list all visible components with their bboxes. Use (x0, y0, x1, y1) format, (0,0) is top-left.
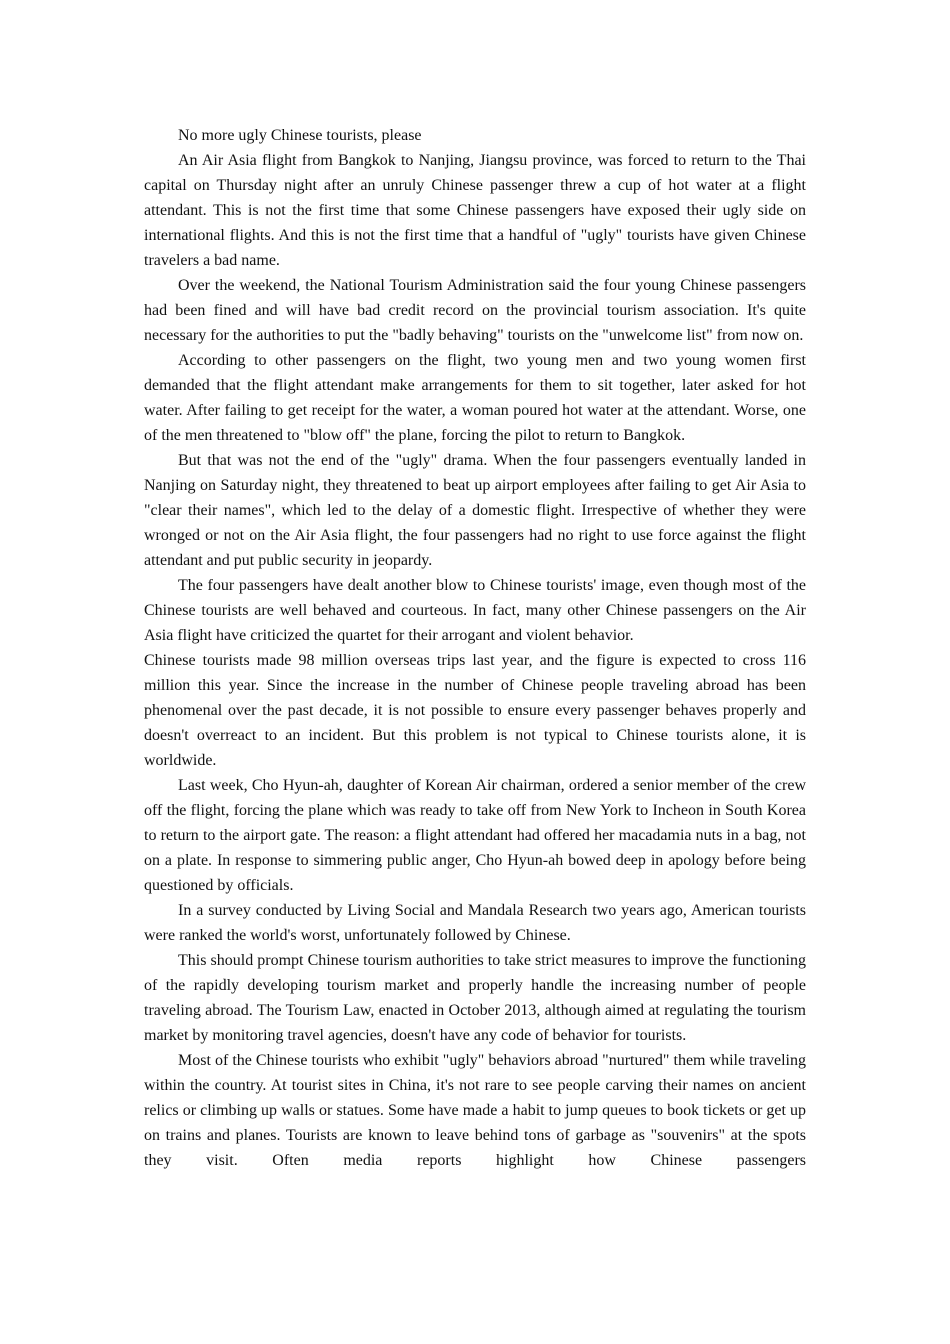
article-body (144, 123, 806, 1173)
paragraph-9: This should prompt Chinese tourism authorities to take strict measures to improve the functioning of the rapidly developing tourism market and properly handle the increasing number of people traveling abroad. The Tourism Law, enacted in October 2013, although aimed at regulating the tourism market by monitoring travel agencies, doesn't have any code of behavior for tourists. (144, 952, 806, 1044)
paragraph-4: But that was not the end of the "ugly" drama. When the four passengers eventually landed in Nanjing on Saturday night, they threatened to beat up airport employees after failing to get Air Asia to "clear their names", which led to the delay of a domestic flight. Irrespective of whether they were wronged or not on the Air Asia flight, the four passengers had no right to use force against the flight attendant and put public security in jeopardy. (144, 452, 806, 569)
paragraph-10: Most of the Chinese tourists who exhibit "ugly" behaviors abroad "nurtured" them while traveling within the country. At tourist sites in China, it's not rare to see people carving their names on ancient relics or climbing up walls or statues. Some have made a habit to jump queues to book tickets or get up on trains and planes. Tourists are known to leave behind tons of garbage as "souvenirs" at the spots they visit. Often media reports highlight how Chinese passengers (144, 1052, 806, 1169)
paragraph-2: Over the weekend, the National Tourism Administration said the four young Chinese passengers had been fined and will have bad credit record on the provincial tourism association. It's quite necessary for the authorities to put the "badly behaving" tourists on the "unwelcome list" from now on. (144, 277, 806, 344)
paragraph-6: Chinese tourists made 98 million overseas trips last year, and the figure is expected to cross 116 million this year. Since the increase in the number of Chinese people traveling abroad has been phenomenal over the past decade, it is not possible to ensure every passenger behaves properly and doesn't overreact to an incident. But this problem is not typical to Chinese tourists alone, it is worldwide. (144, 652, 806, 769)
article-title: No more ugly Chinese tourists, please (178, 127, 422, 144)
paragraph-3: According to other passengers on the flight, two young men and two young women first demanded that the flight attendant make arrangements for them to sit together, later asked for hot water. After failing to get receipt for the water, a woman poured hot water at the attendant. Worse, one of the men threatened to "blow off" the plane, forcing the pilot to return to Bangkok. (144, 352, 806, 444)
paragraph-7: Last week, Cho Hyun-ah, daughter of Korean Air chairman, ordered a senior member of the crew off the flight, forcing the plane which was ready to take off from New York to Incheon in South Korea to return to the airport gate. The reason: a flight attendant had offered her macadamia nuts in a bag, not on a plate. In response to simmering public anger, Cho Hyun-ah bowed deep in apology before being questioned by officials. (144, 777, 806, 894)
paragraph-8: In a survey conducted by Living Social and Mandala Research two years ago, American tourists were ranked the world's worst, unfortunately followed by Chinese. (144, 902, 806, 944)
paragraph-5: The four passengers have dealt another blow to Chinese tourists' image, even though most of the Chinese tourists are well behaved and courteous. In fact, many other Chinese passengers on the Air Asia flight have criticized the quartet for their arrogant and violent behavior. (144, 577, 806, 644)
paragraph-1: An Air Asia flight from Bangkok to Nanjing, Jiangsu province, was forced to return to the Thai capital on Thursday night after an unruly Chinese passenger threw a cup of hot water at a flight attendant. This is not the first time that some Chinese passengers have exposed their ugly side on international flights. And this is not the first time that a handful of "ugly" tourists have given Chinese travelers a bad name. (144, 152, 806, 269)
